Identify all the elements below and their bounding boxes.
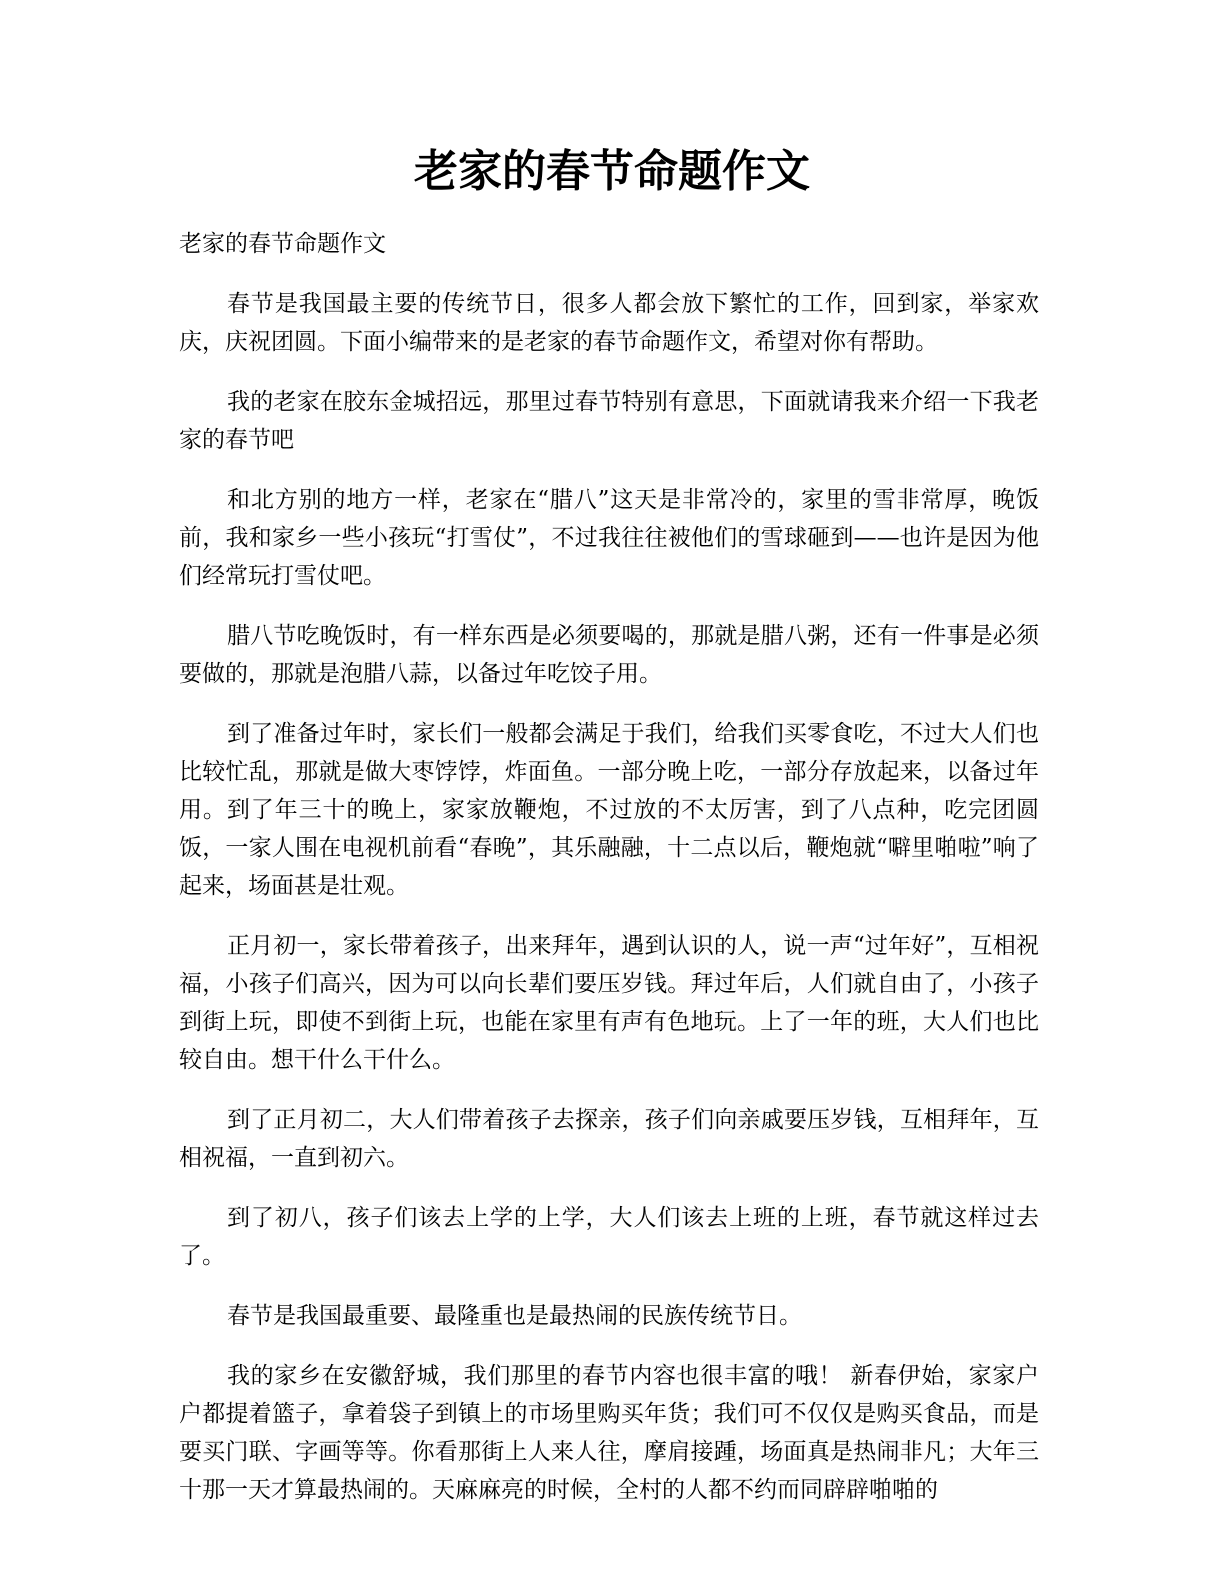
paragraph-shucheng: 我的家乡在安徽舒城，我们那里的春节内容也很丰富的哦！ 新春伊始，家家户户都提着篮子，拿着袋子到镇上的市场里购买年货；我们可不仅仅是购买食品，而是要买门联、字画等等。你看那街上人来人往，摩肩接踵，场面真是热闹非凡；大年三十那一天才算最热闹的。天麻麻亮的时候，全村的人都不约而同辟辟啪啪的: [179, 1363, 1039, 1503]
paragraph-laba-porridge: 腊八节吃晚饭时，有一样东西是必须要喝的，那就是腊八粥，还有一件事是必须要做的，那就是泡腊八蒜，以备过年吃饺子用。: [179, 623, 1039, 687]
paragraph-festival-summary: 春节是我国最重要、最隆重也是最热闹的民族传统节日。: [227, 1303, 802, 1329]
paragraph-hometown: 我的老家在胶东金城招远，那里过春节特别有意思，下面就请我来介绍一下我老家的春节吧: [179, 389, 1039, 453]
paragraph-laba-snow: 和北方别的地方一样，老家在“腊八”这天是非常冷的，家里的雪非常厚，晚饭前，我和家乡一些小孩玩“打雪仗”，不过我往往被他们的雪球砸到——也许是因为他们经常玩打雪仗吧。: [179, 487, 1039, 589]
paragraph-second-day: 到了正月初二，大人们带着孩子去探亲，孩子们向亲戚要压岁钱，互相拜年，互相祝福，一直到初六。: [179, 1107, 1039, 1171]
paragraph-new-year-eve: 到了准备过年时，家长们一般都会满足于我们，给我们买零食吃，不过大人们也比较忙乱，那就是做大枣饽饽，炸面鱼。一部分晚上吃，一部分存放起来，以备过年用。到了年三十的晚上，家家放鞭炮，不过放的不太厉害，到了八点种，吃完团圆饭，一家人围在电视机前看“春晚”，其乐融融，十二点以后，鞭炮就“噼里啪啦”响了起来，场面甚是壮观。: [179, 721, 1039, 899]
page-title: 老家的春节命题作文: [414, 146, 810, 197]
document-body: [179, 225, 1039, 1531]
paragraph-first-day: 正月初一，家长带着孩子，出来拜年，遇到认识的人，说一声“过年好”，互相祝福，小孩子们高兴，因为可以向长辈们要压岁钱。拜过年后，人们就自由了，小孩子到街上玩，即使不到街上玩，也能在家里有声有色地玩。上了一年的班，大人们也比较自由。想干什么干什么。: [179, 933, 1039, 1073]
paragraph-eighth-day: 到了初八，孩子们该去上学的上学，大人们该去上班的上班，春节就这样过去了。: [179, 1205, 1039, 1269]
paragraph-intro: 春节是我国最主要的传统节日，很多人都会放下繁忙的工作，回到家，举家欢庆，庆祝团圆。下面小编带来的是老家的春节命题作文，希望对你有帮助。: [179, 291, 1039, 355]
document-subtitle: 老家的春节命题作文: [179, 231, 386, 257]
